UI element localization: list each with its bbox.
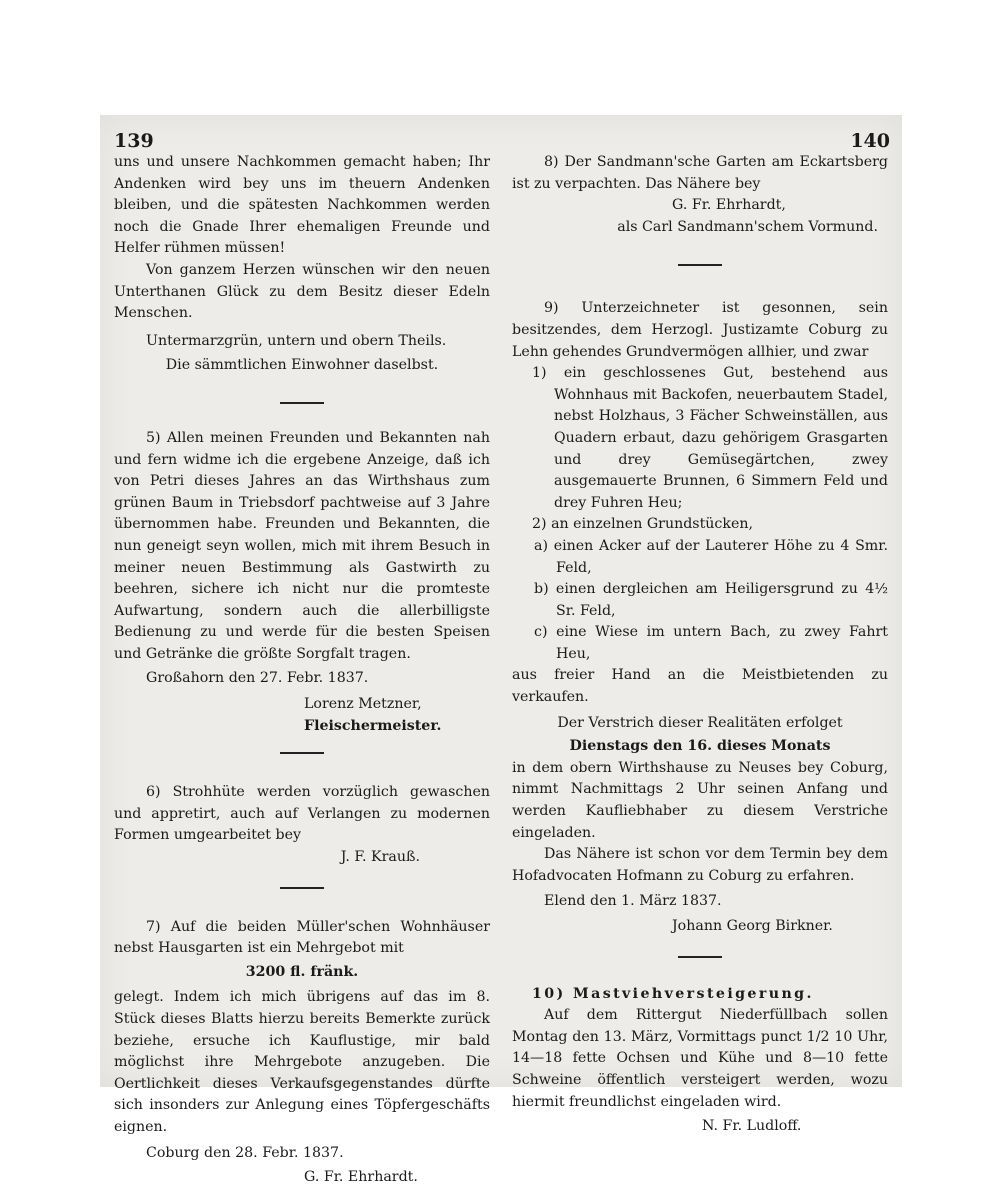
page-number-right: 140 — [850, 130, 890, 152]
notice-8-signature-role: als Carl Sandmann'schem Vormund. — [617, 218, 878, 235]
notice-9-text: aus freier Hand an die Meistbietenden zu verkaufen. — [512, 667, 888, 706]
notice-9-item-2a: a) einen Acker auf der Lauterer Höhe zu 4 Smr. Feld, — [534, 537, 888, 576]
notice-6: 6) Strohhüte werden vorzüglich gewaschen und appretirt, auch auf Verlangen zu modernen Formen umgearbeitet bey — [114, 784, 490, 844]
notice-9-details: Das Nähere ist schon vor dem Termin bey dem Hofadvocaten Hofmann zu Coburg zu erfahren. — [512, 846, 888, 884]
notice-8: 8) Der Sandmann'sche Garten am Eckartsberg ist zu verpachten. Das Nähere bey — [512, 154, 888, 192]
notice-10-signature: N. Fr. Ludloff. — [702, 1118, 802, 1135]
notice-9-signature: Johann Georg Birkner. — [672, 918, 833, 934]
notice-5-signature: Lorenz Metzner, — [304, 696, 422, 713]
notice-9-item-2c: c) eine Wiese im untern Bach, zu zwey Fahrt Heu, — [534, 624, 888, 662]
notice-7-amount: 3200 fl. fränk. — [245, 963, 359, 980]
notice-7-signature: G. Fr. Ehrhardt. — [304, 1169, 418, 1186]
notice-5-place: Großahorn den 27. Febr. 1837. — [146, 670, 369, 687]
paragraph: Untermarzgrün, untern und obern Theils. — [146, 332, 447, 349]
paragraph: uns und unsere Nachkommen gemacht haben; Ihr Andenken wird bey uns im theuern Andenken bleiben, und die spätesten Nachkommen werden noch die Gnade Ihrer ehemaligen Freunde und Helfer rühmen müssen! — [114, 154, 490, 257]
divider — [280, 752, 324, 754]
notice-9-item-2b: b) einen dergleichen am Heiligersgrund zu 4½ Sr. Feld, — [534, 581, 888, 619]
notice-8-signature: G. Fr. Ehrhardt, — [672, 197, 786, 214]
left-column — [114, 152, 490, 1189]
notice-6-signature: J. F. Krauß. — [340, 849, 420, 866]
notice-9-place: Elend den 1. März 1837. — [544, 893, 722, 910]
divider — [280, 887, 324, 889]
notice-5: 5) Allen meinen Freunden und Bekannten nah und fern widme ich die ergebene Anzeige, daß ich von Petri dieses Jahres an das Wirthshaus zum grünen Baum in Triebsdorf pachtweise auf 3 Jahre übernommen habe. Freunden und Bekannten, die nun geneigt seyn wollen, mich mit ihrem Besuch in meiner neuen Bestimmung als Gastwirth zu beehren, sichere ich nicht nur die promteste Aufwartung, sondern auch die allerbilligste Bedienung zu und werde für die besten Speisen und Getränke die größte Sorgfalt tragen. — [114, 429, 490, 662]
signature: Die sämmtlichen Einwohner daselbst. — [165, 357, 439, 374]
page-number-left: 139 — [114, 130, 154, 152]
paragraph: Von ganzem Herzen wünschen wir den neuen Unterthanen Glück zu dem Besitz dieser Edeln Menschen. — [114, 261, 490, 322]
notice-9: 9) Unterzeichneter ist gesonnen, sein besitzendes, dem Herzogl. Justizamte Coburg zu Lehn gehendes Grundvermögen allhier, und zwar — [512, 300, 888, 360]
notice-9-item-1: 1) ein geschlossenes Gut, bestehend aus Wohnhaus mit Backofen, neuerbautem Stadel, nebst Holzhaus, 3 Fächer Schweinställen, aus Quadern erbaut, dazu gehörigem Grasgarten und drey Gemüsegärtchen, zwey ausgemauerte Brunnen, 6 Simmern Feld und drey Fuhren Heu; — [532, 365, 888, 511]
notice-10: Auf dem Rittergut Niederfüllbach sollen Montag den 13. März, Vormittags punct 1/2 10 Uhr, 14—18 fette Ochsen und Kühe und 8—10 fette Schweine öffentlich versteigert werden, wozu hiermit freundlichst eingeladen wird. — [512, 1007, 888, 1110]
divider — [280, 402, 324, 404]
notice-9-item-2: 2) an einzelnen Grundstücken, — [532, 516, 754, 533]
notice-9-announce: Der Verstrich dieser Realitäten erfolget — [557, 714, 843, 731]
notice-10-heading — [512, 984, 888, 1006]
notice-7-text: gelegt. Indem ich mich übrigens auf das im 8. Stück dieses Blatts hierzu bereits Bemerkte zurück beziehe, ersuche ich Kauflustige, mir bald möglichst ihre Mehrgebote anzugeben. Die Oertlichkeit dieses Verkaufsgegenstandes dürfte sich insonders zur Anlegung eines Töpfergeschäfts eignen. — [114, 989, 490, 1135]
right-column — [512, 152, 888, 1138]
divider — [678, 956, 722, 958]
notice-10-title: 10) Mastviehversteigerung. — [532, 985, 814, 1002]
notice-5-title: Fleischermeister. — [304, 717, 442, 734]
divider — [678, 264, 722, 266]
notice-9-location: in dem obern Wirthshause zu Neuses bey Coburg, nimmt Nachmittags 2 Uhr seinen Anfang und werden Kaufliebhaber zu diesem Verstriche eingeladen. — [512, 759, 888, 841]
notice-7-place: Coburg den 28. Febr. 1837. — [146, 1144, 344, 1161]
notice-7: 7) Auf die beiden Müller'schen Wohnhäuser nebst Hausgarten ist ein Mehrgebot mit — [114, 918, 490, 957]
notice-9-date: Dienstags den 16. dieses Monats — [569, 738, 831, 755]
